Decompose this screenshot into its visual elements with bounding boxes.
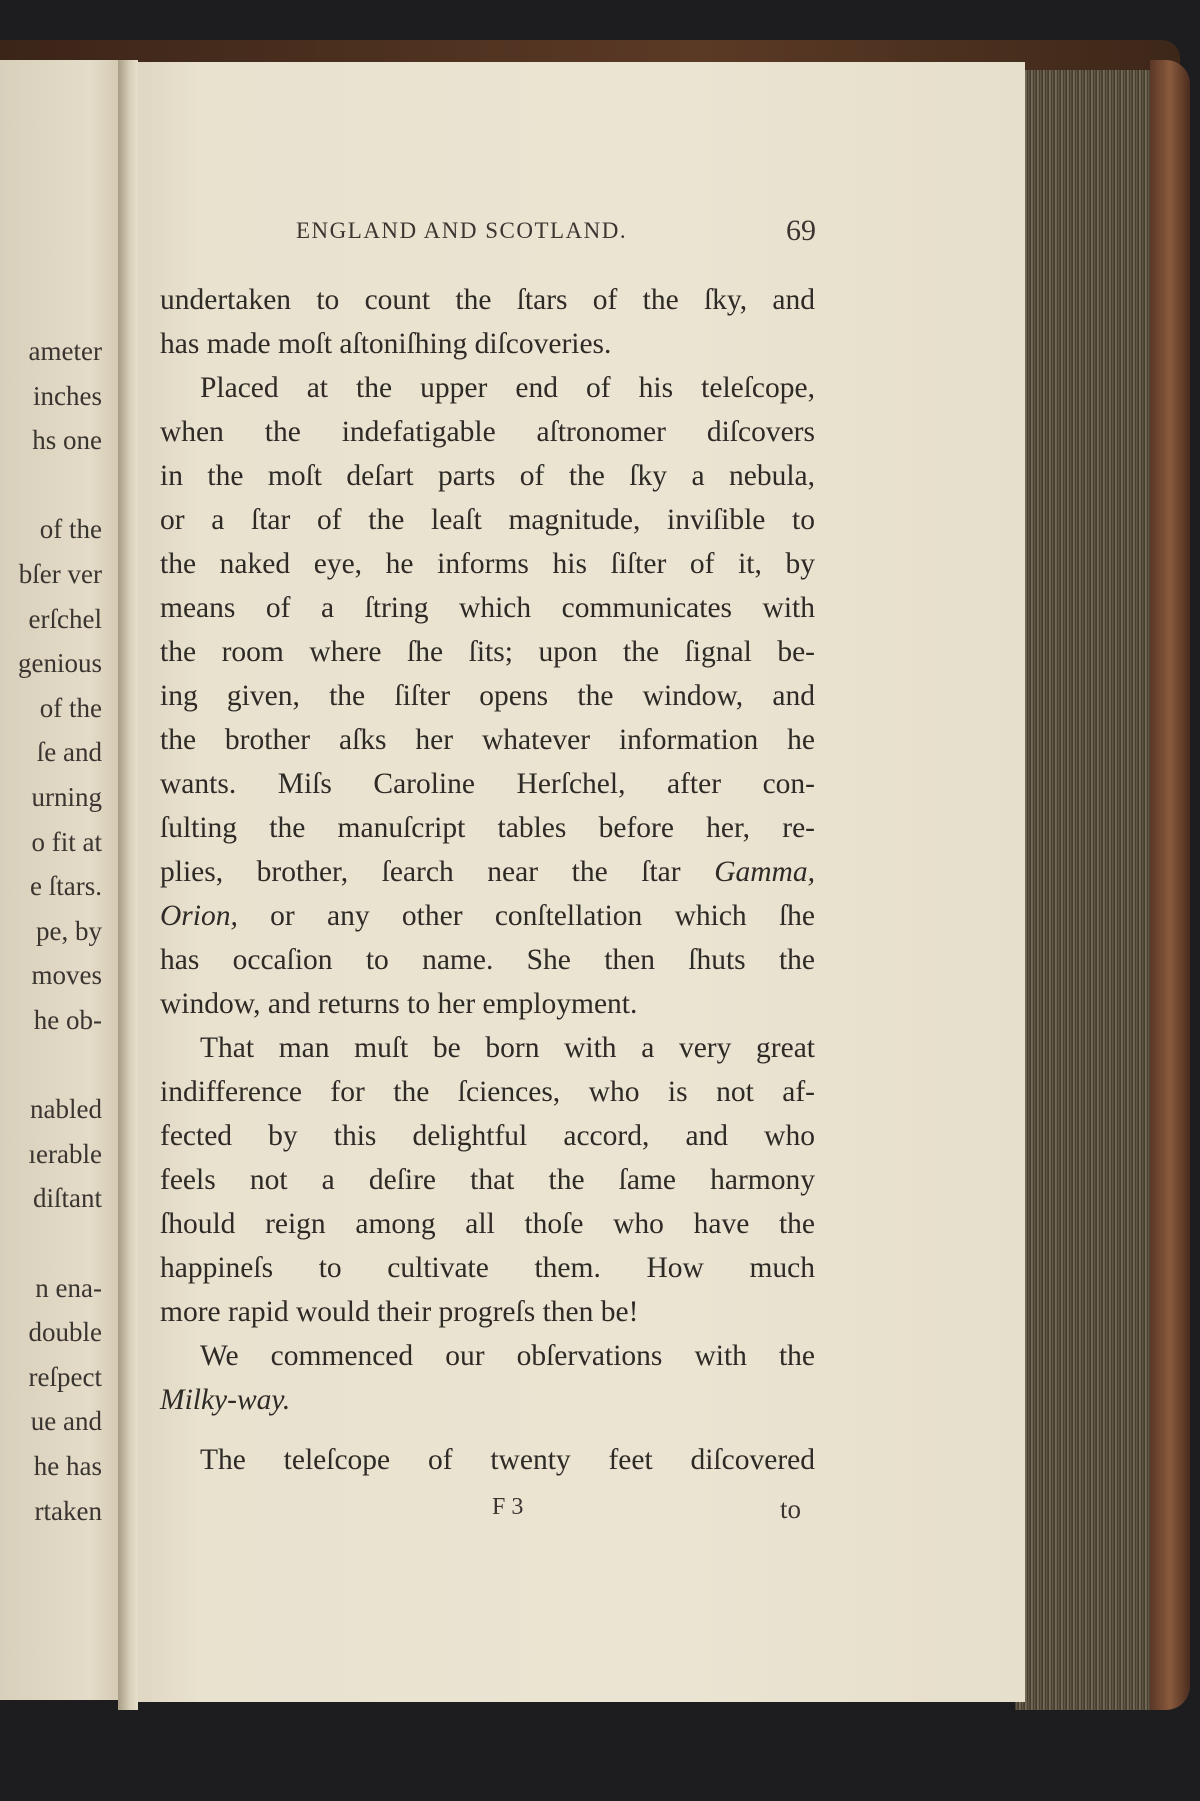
left-page-fragment: hs one <box>32 425 102 456</box>
text-span: or any other conſtellation which ſhe <box>270 900 815 932</box>
running-head: ENGLAND AND SCOTLAND. <box>296 218 628 243</box>
left-page-fragment: pe, by <box>36 915 102 946</box>
text-line: or a ſtar of the leaſt magnitude, inviſible to <box>160 504 815 536</box>
text-line: in the moſt deſart parts of the ſky a nebula, <box>160 460 815 492</box>
left-page-fragment: ameter <box>28 336 102 366</box>
text-line <box>160 850 815 894</box>
left-page-fragment: urning <box>31 782 102 812</box>
text-line: ſhould reign among all thoſe who have the <box>160 1208 815 1240</box>
italic-constellation-name: Orion, <box>160 900 238 932</box>
left-page-fragment: he ob- <box>33 1005 102 1035</box>
left-page-fragment: erſchel <box>28 603 102 634</box>
text-line: fected by this delightful accord, and who <box>160 1120 815 1152</box>
left-page-fragment: genious <box>18 648 102 679</box>
left-page-fragment: he has <box>33 1451 102 1481</box>
catchword: to <box>780 1494 802 1524</box>
left-page-fragment: ue and <box>30 1406 102 1437</box>
text-line: That man muſt be born with a very great <box>200 1032 815 1064</box>
italic-text: Milky-way. <box>160 1384 291 1416</box>
text-line: indifference for the ſciences, who is not af- <box>160 1076 815 1108</box>
text-span: plies, brother, ſearch near the ſtar <box>160 856 681 888</box>
left-page-fragment: moves <box>31 960 102 991</box>
left-page-fragment: of the <box>39 514 102 545</box>
left-page-fragment: bſer ver <box>18 559 102 589</box>
text-line: has made moſt aſtoniſhing diſcoveries. <box>160 328 612 360</box>
text-line: Placed at the upper end of his teleſcope, <box>200 372 815 404</box>
text-line: when the indefatigable aſtronomer diſcovers <box>160 416 815 448</box>
text-line <box>160 894 815 938</box>
text-line: has occaſion to name. She then ſhuts the <box>160 944 815 976</box>
text-line: wants. Miſs Caroline Herſchel, after con- <box>160 768 815 800</box>
left-page-fragment: ıerable <box>28 1138 102 1169</box>
left-page-fragment: reſpect <box>28 1361 102 1392</box>
text-line: ing given, the ſiſter opens the window, and <box>160 680 815 712</box>
text-line: The teleſcope of twenty feet diſcovered <box>200 1444 815 1476</box>
left-page-fragment: e ſtars. <box>30 871 102 902</box>
text-line: the room where ſhe ſits; upon the ſignal be- <box>160 636 815 668</box>
text-line: means of a ſtring which communicates with <box>160 592 815 624</box>
text-line: more rapid would their progreſs then be! <box>160 1296 639 1328</box>
signature-mark: F 3 <box>492 1494 524 1520</box>
left-page-fragment: rtaken <box>34 1495 102 1526</box>
left-page-fragment: inches <box>33 380 102 411</box>
left-page-fragment: o fit at <box>31 826 102 857</box>
text-line: the naked eye, he informs his ſiſter of it, by <box>160 548 815 580</box>
left-page-fragment: ſe and <box>36 737 102 768</box>
text-line: the brother aſks her whatever information he <box>160 724 815 756</box>
text-line: happineſs to cultivate them. How much <box>160 1252 815 1284</box>
text-line: We commenced our obſervations with the <box>200 1340 815 1372</box>
text-line: ſulting the manuſcript tables before her, re- <box>160 812 815 844</box>
left-page-fragment: nabled <box>30 1094 102 1125</box>
left-page-fragment: double <box>28 1317 102 1348</box>
page-number: 69 <box>786 214 816 247</box>
italic-star-name: Gamma, <box>714 856 815 888</box>
text-line: feels not a deſire that the ſame harmony <box>160 1164 815 1196</box>
left-page-fragment: diſtant <box>33 1183 102 1214</box>
text-line: window, and returns to her employment. <box>160 988 638 1020</box>
text-line: undertaken to count the ſtars of the ſky, and <box>160 284 815 316</box>
text-line <box>160 1378 815 1422</box>
left-page-fragment: of the <box>39 692 102 723</box>
left-page-fragment: n ena- <box>35 1272 102 1303</box>
